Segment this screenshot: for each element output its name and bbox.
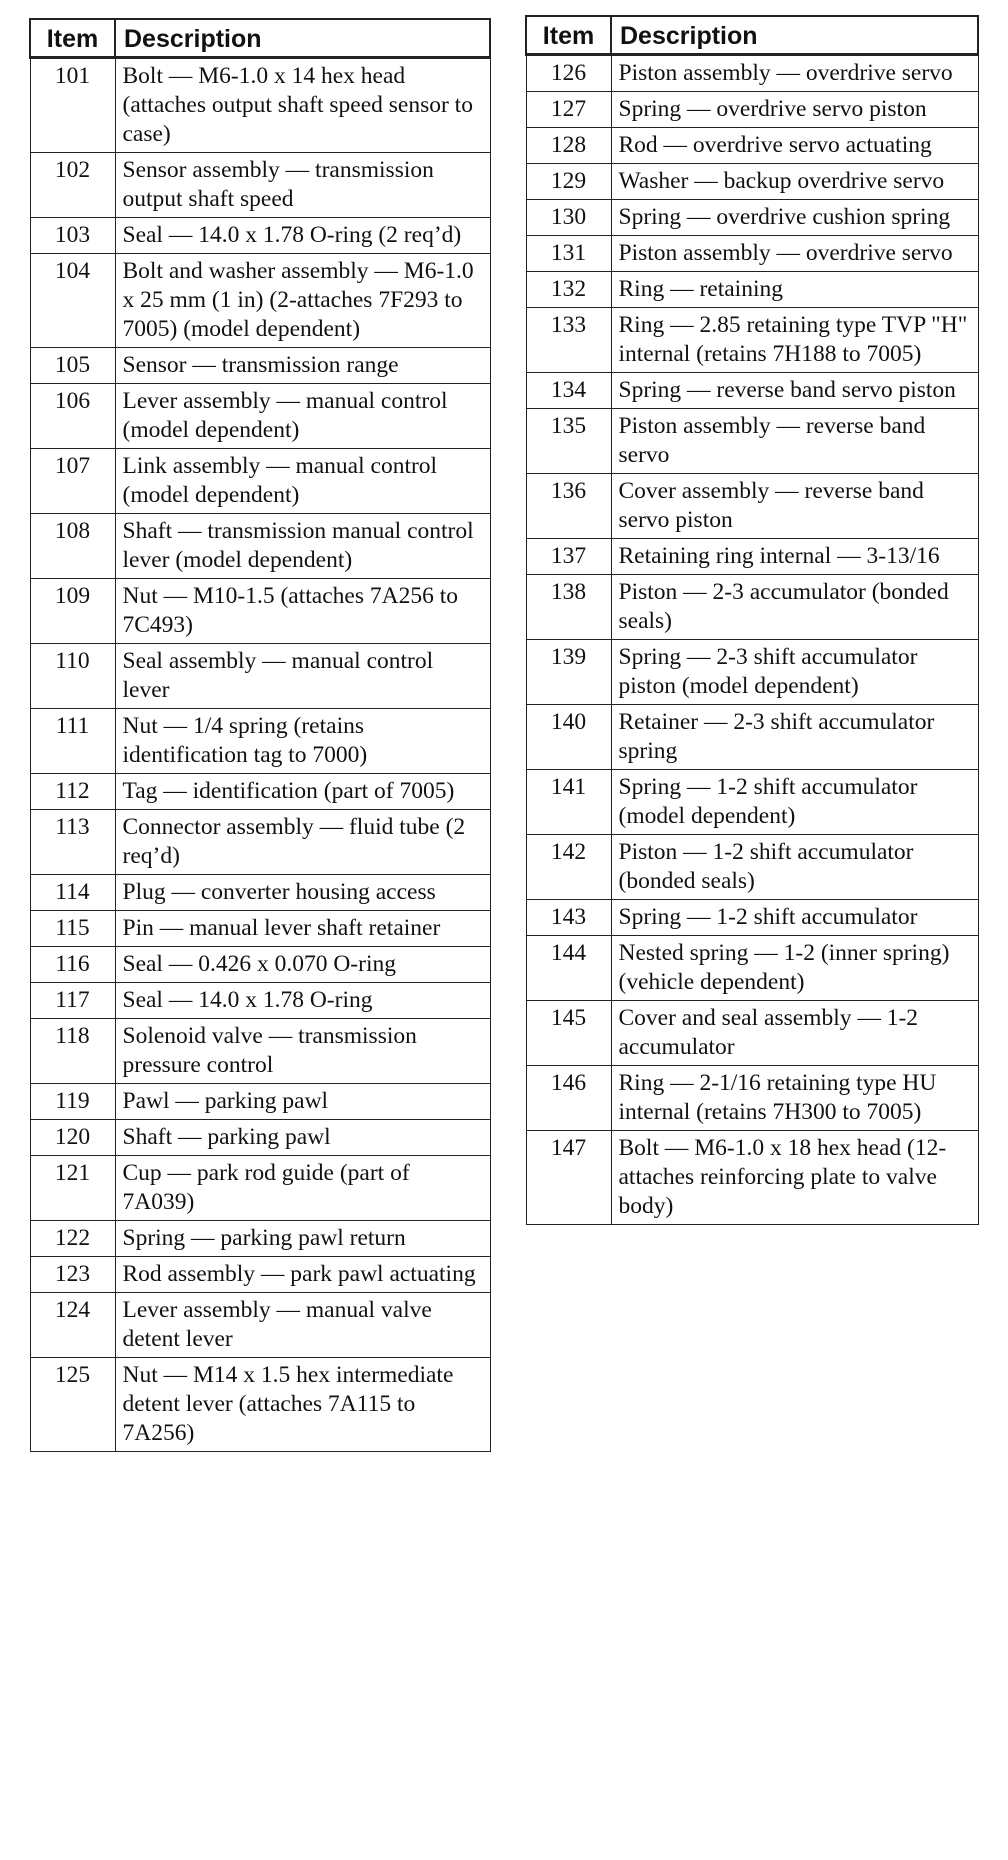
item-description: Lever assembly — manual valve detent lever bbox=[115, 1293, 490, 1358]
item-description: Tag — identification (part of 7005) bbox=[115, 774, 490, 810]
item-description: Shaft — transmission manual control lever (model dependent) bbox=[115, 514, 490, 579]
item-description: Ring — 2.85 retaining type TVP "H" internal (retains 7H188 to 7005) bbox=[611, 308, 978, 373]
table-row bbox=[30, 58, 490, 153]
item-number: 110 bbox=[30, 644, 115, 709]
item-number: 116 bbox=[30, 947, 115, 983]
item-description: Bolt and washer assembly — M6-1.0 x 25 mm (1 in) (2-attaches 7F293 to 7005) (model dependent) bbox=[115, 254, 490, 348]
item-number: 125 bbox=[30, 1358, 115, 1452]
table-row bbox=[30, 218, 490, 254]
item-number: 115 bbox=[30, 911, 115, 947]
item-description: Seal assembly — manual control lever bbox=[115, 644, 490, 709]
table-row bbox=[526, 128, 978, 164]
table-row bbox=[526, 1131, 978, 1225]
item-number: 143 bbox=[526, 900, 611, 936]
table-row bbox=[526, 200, 978, 236]
item-number: 103 bbox=[30, 218, 115, 254]
item-number: 133 bbox=[526, 308, 611, 373]
table-row bbox=[30, 1358, 490, 1452]
item-description: Spring — 2-3 shift accumulator piston (model dependent) bbox=[611, 640, 978, 705]
item-number: 140 bbox=[526, 705, 611, 770]
table-row bbox=[526, 236, 978, 272]
item-description: Rod assembly — park pawl actuating bbox=[115, 1257, 490, 1293]
item-number: 114 bbox=[30, 875, 115, 911]
item-number: 104 bbox=[30, 254, 115, 348]
item-number: 139 bbox=[526, 640, 611, 705]
table-row bbox=[30, 1293, 490, 1358]
item-number: 136 bbox=[526, 474, 611, 539]
item-description: Retaining ring internal — 3-13/16 bbox=[611, 539, 978, 575]
item-number: 105 bbox=[30, 348, 115, 384]
table-row bbox=[30, 449, 490, 514]
table-row bbox=[526, 474, 978, 539]
item-description: Sensor assembly — transmission output shaft speed bbox=[115, 153, 490, 218]
item-description: Cup — park rod guide (part of 7A039) bbox=[115, 1156, 490, 1221]
item-number: 111 bbox=[30, 709, 115, 774]
table-row bbox=[526, 835, 978, 900]
item-description: Spring — overdrive cushion spring bbox=[611, 200, 978, 236]
item-number: 127 bbox=[526, 92, 611, 128]
header-row bbox=[526, 16, 978, 55]
table-row bbox=[526, 92, 978, 128]
item-description: Seal — 14.0 x 1.78 O-ring (2 req’d) bbox=[115, 218, 490, 254]
table-row bbox=[526, 272, 978, 308]
item-description: Ring — retaining bbox=[611, 272, 978, 308]
item-number: 135 bbox=[526, 409, 611, 474]
item-description: Retainer — 2-3 shift accumulator spring bbox=[611, 705, 978, 770]
table-row bbox=[30, 1084, 490, 1120]
item-number: 124 bbox=[30, 1293, 115, 1358]
item-description: Plug — converter housing access bbox=[115, 875, 490, 911]
description-column-header: Description bbox=[115, 19, 490, 58]
item-number: 101 bbox=[30, 58, 115, 153]
item-number: 112 bbox=[30, 774, 115, 810]
table-row bbox=[526, 164, 978, 200]
item-description: Lever assembly — manual control (model dependent) bbox=[115, 384, 490, 449]
item-number: 138 bbox=[526, 575, 611, 640]
table-row bbox=[526, 1066, 978, 1131]
item-description: Solenoid valve — transmission pressure control bbox=[115, 1019, 490, 1084]
item-description: Cover assembly — reverse band servo piston bbox=[611, 474, 978, 539]
item-description: Sensor — transmission range bbox=[115, 348, 490, 384]
item-description: Bolt — M6-1.0 x 18 hex head (12-attaches reinforcing plate to valve body) bbox=[611, 1131, 978, 1225]
table-row bbox=[526, 409, 978, 474]
table-row bbox=[30, 153, 490, 218]
item-description: Cover and seal assembly — 1-2 accumulator bbox=[611, 1001, 978, 1066]
table-row bbox=[30, 875, 490, 911]
table-row bbox=[30, 579, 490, 644]
item-column-header: Item bbox=[30, 19, 115, 58]
item-number: 129 bbox=[526, 164, 611, 200]
item-description: Nut — M10-1.5 (attaches 7A256 to 7C493) bbox=[115, 579, 490, 644]
table-row bbox=[30, 1257, 490, 1293]
table-row bbox=[30, 947, 490, 983]
item-column-header: Item bbox=[526, 16, 611, 55]
item-number: 147 bbox=[526, 1131, 611, 1225]
table-row bbox=[526, 936, 978, 1001]
item-description: Piston — 2-3 accumulator (bonded seals) bbox=[611, 575, 978, 640]
item-number: 121 bbox=[30, 1156, 115, 1221]
table-row bbox=[30, 1156, 490, 1221]
item-number: 145 bbox=[526, 1001, 611, 1066]
item-description: Seal — 0.426 x 0.070 O-ring bbox=[115, 947, 490, 983]
table-row bbox=[526, 575, 978, 640]
item-number: 126 bbox=[526, 55, 611, 92]
item-description: Piston assembly — overdrive servo bbox=[611, 236, 978, 272]
item-number: 102 bbox=[30, 153, 115, 218]
table-row bbox=[526, 539, 978, 575]
table-row bbox=[30, 983, 490, 1019]
item-description: Spring — reverse band servo piston bbox=[611, 373, 978, 409]
item-number: 141 bbox=[526, 770, 611, 835]
item-number: 108 bbox=[30, 514, 115, 579]
table-row bbox=[526, 770, 978, 835]
item-description: Shaft — parking pawl bbox=[115, 1120, 490, 1156]
table-row bbox=[30, 1221, 490, 1257]
item-number: 106 bbox=[30, 384, 115, 449]
item-description: Spring — 1-2 shift accumulator bbox=[611, 900, 978, 936]
header-row bbox=[30, 19, 490, 58]
table-row bbox=[30, 1120, 490, 1156]
item-description: Link assembly — manual control (model dependent) bbox=[115, 449, 490, 514]
description-column-header: Description bbox=[611, 16, 978, 55]
table-row bbox=[30, 1019, 490, 1084]
item-description: Ring — 2-1/16 retaining type HU internal (retains 7H300 to 7005) bbox=[611, 1066, 978, 1131]
item-description: Nested spring — 1-2 (inner spring) (vehicle dependent) bbox=[611, 936, 978, 1001]
item-number: 109 bbox=[30, 579, 115, 644]
table-row bbox=[30, 254, 490, 348]
table-row bbox=[526, 373, 978, 409]
item-description: Bolt — M6-1.0 x 14 hex head (attaches output shaft speed sensor to case) bbox=[115, 58, 490, 153]
table-row bbox=[526, 308, 978, 373]
item-number: 134 bbox=[526, 373, 611, 409]
item-description: Piston assembly — overdrive servo bbox=[611, 55, 978, 92]
item-number: 107 bbox=[30, 449, 115, 514]
item-description: Rod — overdrive servo actuating bbox=[611, 128, 978, 164]
table-row bbox=[30, 644, 490, 709]
table-row bbox=[526, 705, 978, 770]
item-number: 132 bbox=[526, 272, 611, 308]
parts-table-right bbox=[525, 15, 979, 1225]
item-description: Spring — parking pawl return bbox=[115, 1221, 490, 1257]
item-number: 122 bbox=[30, 1221, 115, 1257]
table-row bbox=[526, 640, 978, 705]
item-description: Connector assembly — fluid tube (2 req’d) bbox=[115, 810, 490, 875]
parts-table-left-body bbox=[30, 58, 490, 1452]
item-number: 142 bbox=[526, 835, 611, 900]
item-description: Pawl — parking pawl bbox=[115, 1084, 490, 1120]
item-number: 119 bbox=[30, 1084, 115, 1120]
table-row bbox=[30, 709, 490, 774]
item-number: 113 bbox=[30, 810, 115, 875]
parts-table-left bbox=[29, 18, 491, 1452]
item-number: 131 bbox=[526, 236, 611, 272]
table-row bbox=[30, 348, 490, 384]
item-description: Spring — overdrive servo piston bbox=[611, 92, 978, 128]
table-row bbox=[30, 810, 490, 875]
item-description: Seal — 14.0 x 1.78 O-ring bbox=[115, 983, 490, 1019]
item-number: 120 bbox=[30, 1120, 115, 1156]
item-description: Piston — 1-2 shift accumulator (bonded seals) bbox=[611, 835, 978, 900]
item-number: 128 bbox=[526, 128, 611, 164]
table-row bbox=[30, 774, 490, 810]
table-row bbox=[30, 911, 490, 947]
item-number: 123 bbox=[30, 1257, 115, 1293]
item-number: 137 bbox=[526, 539, 611, 575]
item-number: 130 bbox=[526, 200, 611, 236]
item-description: Nut — M14 x 1.5 hex intermediate detent lever (attaches 7A115 to 7A256) bbox=[115, 1358, 490, 1452]
item-number: 144 bbox=[526, 936, 611, 1001]
item-description: Pin — manual lever shaft retainer bbox=[115, 911, 490, 947]
item-description: Nut — 1/4 spring (retains identification tag to 7000) bbox=[115, 709, 490, 774]
item-description: Piston assembly — reverse band servo bbox=[611, 409, 978, 474]
table-row bbox=[526, 900, 978, 936]
table-row bbox=[30, 384, 490, 449]
item-number: 118 bbox=[30, 1019, 115, 1084]
table-row bbox=[526, 1001, 978, 1066]
item-number: 117 bbox=[30, 983, 115, 1019]
item-number: 146 bbox=[526, 1066, 611, 1131]
parts-table-right-body bbox=[526, 55, 978, 1225]
table-row bbox=[30, 514, 490, 579]
table-row bbox=[526, 55, 978, 92]
item-description: Spring — 1-2 shift accumulator (model dependent) bbox=[611, 770, 978, 835]
item-description: Washer — backup overdrive servo bbox=[611, 164, 978, 200]
